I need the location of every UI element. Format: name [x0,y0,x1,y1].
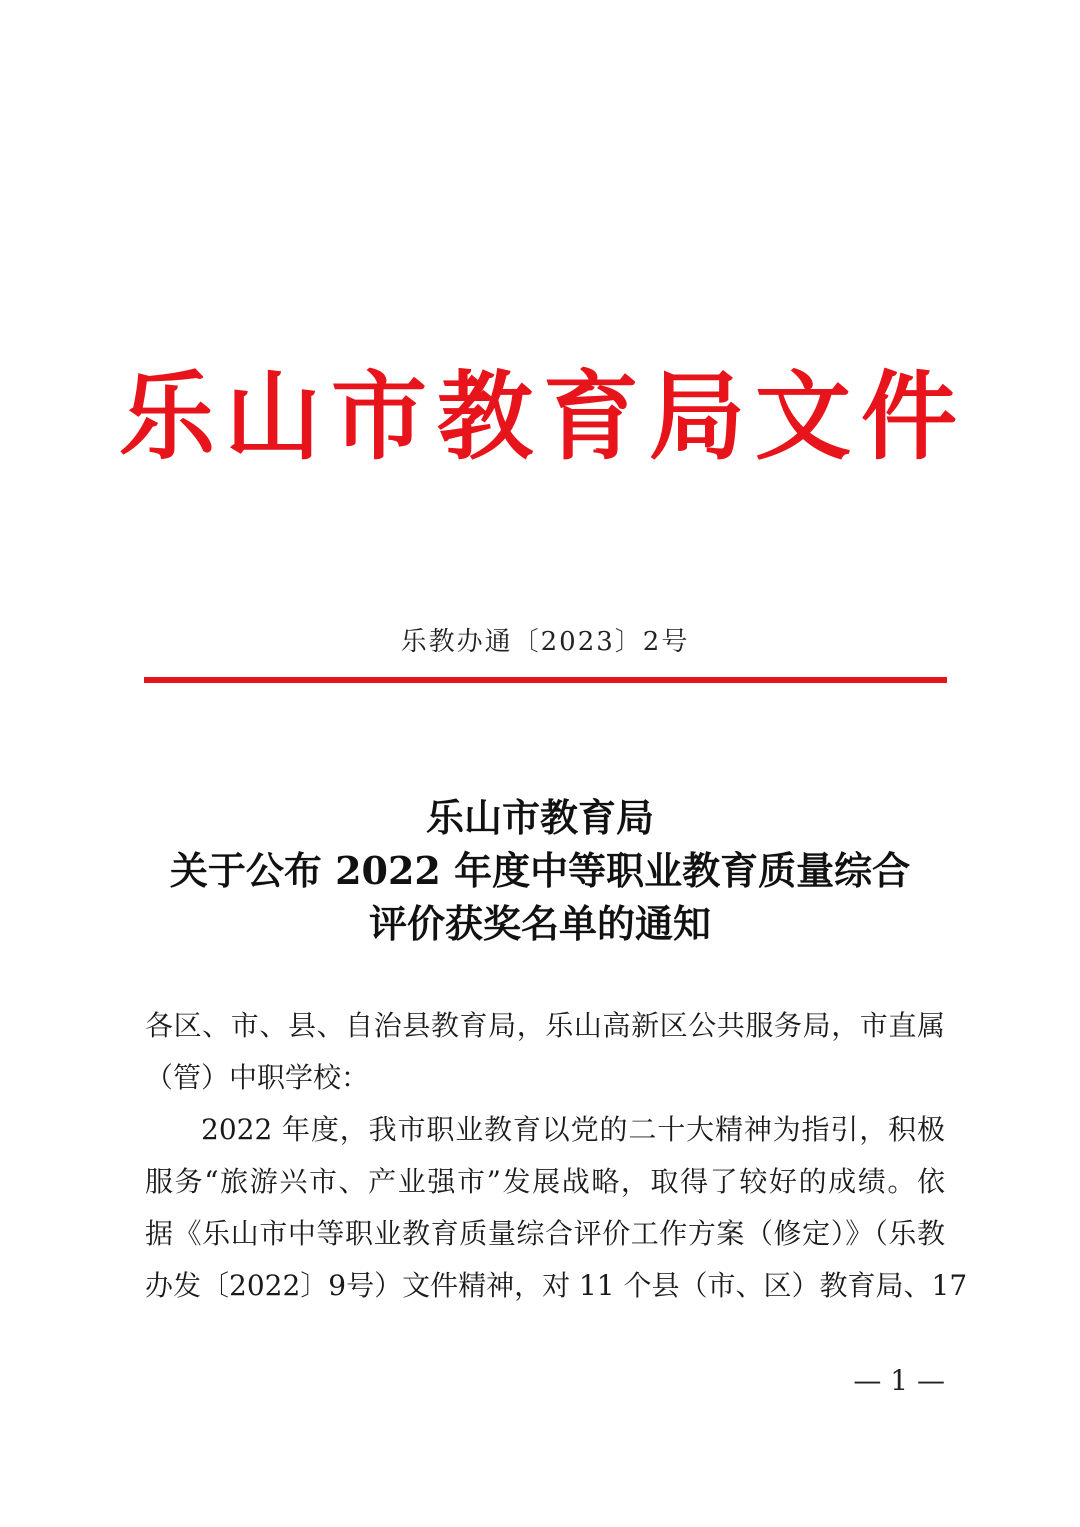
document-body [145,1000,968,1312]
body-line-6: 办发〔2022〕9号）文件精神，对 11 个县（市、区）教育局、17 [145,1269,968,1302]
title-line-1: 乐山市教育局 [425,795,654,840]
body-line-1: 各区、市、县、自治县教育局，乐山高新区公共服务局，市直属 [145,1009,945,1042]
body-line-5: 据《乐山市中等职业教育质量综合评价工作方案（修定）》（乐教 [145,1217,945,1250]
page-number: — 1 — [853,1364,945,1397]
title-line-2: 关于公布 2022 年度中等职业教育质量综合 [169,848,911,893]
title-line-3: 评价获奖名单的通知 [368,901,711,946]
body-line-3: 2022 年度，我市职业教育以党的二十大精神为指引，积极 [201,1113,945,1146]
body-line-2: （管）中职学校： [145,1061,370,1094]
document-title [0,791,1080,950]
body-line-4: 服务“旅游兴市、产业强市”发展战略，取得了较好的成绩。依 [145,1165,945,1198]
document-number: 乐教办通〔2023〕2号 [400,627,690,657]
document-masthead: 乐山市教育局文件 [119,360,967,473]
red-divider-line [144,677,947,683]
